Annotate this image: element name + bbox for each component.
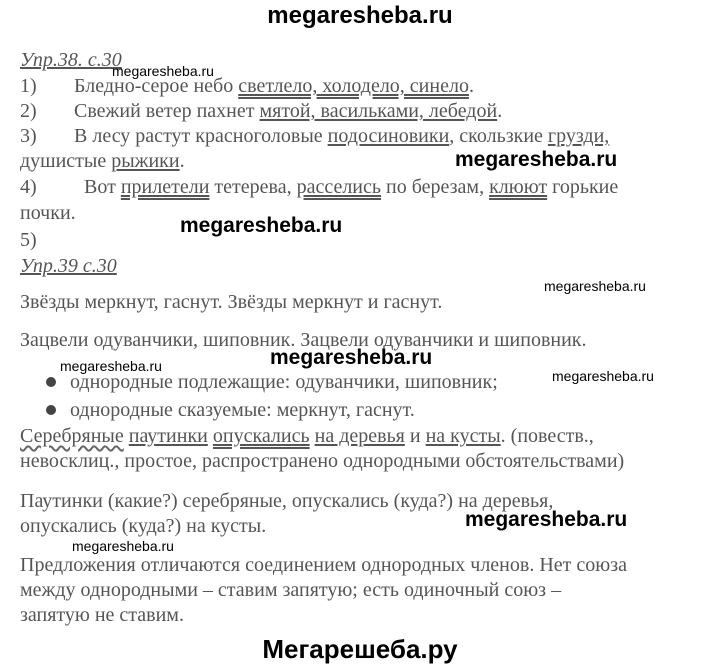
subject: паутинки xyxy=(128,425,208,447)
text: . xyxy=(468,75,474,97)
ex39-analysis-line-2: невосклиц., простое, распространено однородными обстоятельствами) xyxy=(20,450,625,472)
watermark: megaresheba.ru xyxy=(544,278,646,294)
site-header: megaresheba.ru xyxy=(267,2,453,29)
watermark: megaresheba.ru xyxy=(270,346,433,369)
watermark: megaresheba.ru xyxy=(465,508,628,531)
predicates: светлело, холодело, синело xyxy=(238,75,469,97)
text: . xyxy=(497,100,503,122)
attribute: Серебряные xyxy=(20,425,124,447)
watermark: megaresheba.ru xyxy=(552,368,654,384)
ex38-item-5 xyxy=(20,228,74,252)
bullet-item xyxy=(42,398,415,422)
text: Вот xyxy=(84,176,121,198)
item-number: 5) xyxy=(20,229,37,251)
text: Бледно-серое небо xyxy=(74,75,239,97)
bullet-text: однородные сказуемые: меркнут, гаснут. xyxy=(70,399,415,421)
bullet-text: однородные подлежащие: одуванчики, шиповник; xyxy=(70,371,498,393)
ex39-sentence-2: Зацвели одуванчики, шиповник. Зацвели одуванчики и шиповник. xyxy=(20,329,587,351)
subject: грузди, xyxy=(547,125,610,147)
item-number: 4) xyxy=(20,176,37,198)
text: , скользкие xyxy=(449,125,548,147)
site-footer: Мегарешеба.ру xyxy=(262,634,458,664)
text: Свежий ветер пахнет xyxy=(74,100,260,122)
objects: мятой, васильками, лебедой xyxy=(259,100,498,122)
watermark: megaresheba.ru xyxy=(72,538,174,554)
subject: рыжики xyxy=(111,150,180,172)
predicate: прилетели xyxy=(120,176,210,198)
watermark: megaresheba.ru xyxy=(455,148,618,171)
text: В лесу растут красноголовые xyxy=(74,125,328,147)
watermark: megaresheba.ru xyxy=(60,358,162,374)
item-number: 2) xyxy=(20,100,37,122)
predicate: опускались xyxy=(212,425,310,447)
ex38-item-1 xyxy=(20,74,474,98)
exercise-38-title: Упр.38. с.30 xyxy=(20,49,122,71)
text: . xyxy=(179,150,185,172)
ex39-conclusion-line-3: запятую не ставим. xyxy=(20,604,184,626)
bullet-icon xyxy=(46,405,56,415)
ex38-item-4 xyxy=(20,175,618,199)
watermark: megaresheba.ru xyxy=(180,214,343,237)
bullet-icon xyxy=(46,377,56,387)
text: горькие xyxy=(547,176,619,198)
ex39-analysis-line-1 xyxy=(20,424,594,448)
text: тетерева, xyxy=(209,176,297,198)
adverbial: на деревья xyxy=(314,425,405,447)
text: душистые xyxy=(20,150,112,172)
watermark: megaresheba.ru xyxy=(112,63,214,79)
ex38-item-3-cont xyxy=(20,149,185,173)
text: . (повеств., xyxy=(500,425,594,447)
ex39-sentence-1: Звёзды меркнут, гаснут. Звёзды меркнут и гаснут. xyxy=(20,291,443,313)
item-number: 1) xyxy=(20,75,37,97)
predicate: клюют xyxy=(489,176,548,198)
ex38-item-3 xyxy=(20,124,609,148)
text: и xyxy=(404,425,426,447)
item-number: 3) xyxy=(20,125,37,147)
predicate: расселись xyxy=(296,176,382,198)
ex38-item-2 xyxy=(20,99,502,123)
ex39-questions-line-2: опускались (куда?) на кусты. xyxy=(20,515,267,537)
exercise-39-title: Упр.39 с.30 xyxy=(20,255,117,277)
ex39-conclusion-line-2: между однородными – ставим запятую; есть одиночный союз – xyxy=(20,579,562,601)
ex39-conclusion-line-1: Предложения отличаются соединением однородных членов. Нет союза xyxy=(20,554,627,576)
adverbial: на кусты xyxy=(425,425,501,447)
ex39-questions-line-1: Паутинки (какие?) серебряные, опускались (куда?) на деревья, xyxy=(20,490,554,512)
ex38-item-4-cont: почки. xyxy=(20,202,76,224)
subject: подосиновики xyxy=(327,125,450,147)
text: по березам, xyxy=(381,176,490,198)
